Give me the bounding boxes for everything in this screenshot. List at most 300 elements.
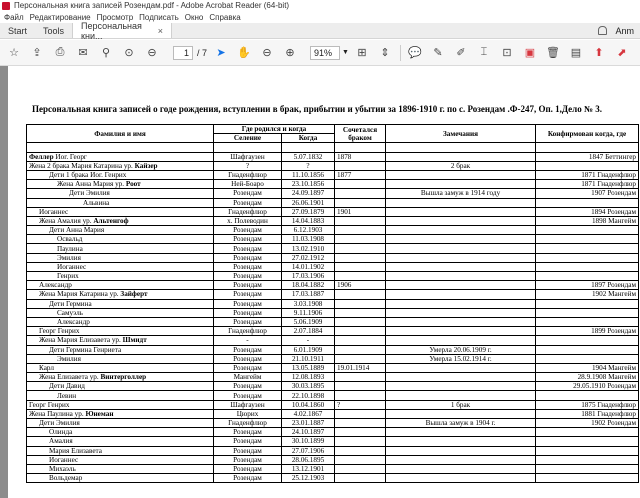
- cell-married: [335, 345, 386, 354]
- cell-date: 9.11.1906: [282, 308, 335, 317]
- cell-married: [335, 290, 386, 299]
- cell-notes: [386, 446, 536, 455]
- fit-page-icon[interactable]: ⊞: [357, 47, 367, 59]
- page-number-input[interactable]: 1: [173, 46, 193, 60]
- hand-icon[interactable]: ✋: [237, 47, 251, 59]
- cell-notes: [386, 382, 536, 391]
- delete-icon[interactable]: 🗑: [545, 47, 560, 59]
- window-title: Персональная книга записей Розендам.pdf - Adobe Acrobat Reader (64-bit): [14, 1, 290, 10]
- table-row: [27, 464, 639, 473]
- cell-date: 27.02.1912: [282, 253, 335, 262]
- person-name: Жена Паулина ур.: [29, 409, 86, 418]
- cell-married: ?: [335, 400, 386, 409]
- table-row: [27, 290, 639, 299]
- cell-name: [27, 474, 214, 483]
- table-row: [27, 161, 639, 170]
- cell-village: Гнаденфлюр: [214, 419, 282, 428]
- cell-date: 22.10.1898: [282, 391, 335, 400]
- person-name: Александр: [39, 281, 72, 290]
- cell-notes: [386, 143, 536, 152]
- person-name: Амалия: [49, 437, 73, 446]
- cell-name: [27, 207, 214, 216]
- cell-name: [27, 170, 214, 179]
- page-navigator: [173, 46, 207, 60]
- cell-date: [282, 143, 335, 152]
- cell-date: 2.07.1884: [282, 327, 335, 336]
- cell-village: Розендам: [214, 308, 282, 317]
- tab-spacer: [172, 23, 598, 38]
- cell-confirmed: [536, 143, 639, 152]
- cell-confirmed: 1881 Гнаденфлюр: [536, 409, 639, 418]
- cell-confirmed: [536, 428, 639, 437]
- person-name: Жена Амалия ур.: [39, 216, 94, 225]
- cell-village: Розендам: [214, 446, 282, 455]
- cell-date: 28.06.1895: [282, 455, 335, 464]
- cell-married: [335, 262, 386, 271]
- cell-notes: [386, 327, 536, 336]
- cell-married: [335, 373, 386, 382]
- cell-notes: [386, 308, 536, 317]
- surname: Кайзер: [134, 161, 158, 170]
- cell-notes: [386, 226, 536, 235]
- cell-date: 4.02.1867: [282, 409, 335, 418]
- person-name: Самуэль: [57, 308, 83, 317]
- cell-notes: Вышла замуж в 1914 году: [386, 189, 536, 198]
- person-name: Жена Мария Катарина ур.: [39, 290, 121, 299]
- cell-confirmed: 1894 Розендам: [536, 207, 639, 216]
- cell-name: [27, 382, 214, 391]
- table-row: [27, 281, 639, 290]
- cell-village: Розендам: [214, 363, 282, 372]
- cell-village: Розендам: [214, 290, 282, 299]
- menu-window[interactable]: Окно: [184, 12, 204, 22]
- cell-confirmed: 1875 Гнаденфлюр: [536, 400, 639, 409]
- cell-married: [335, 161, 386, 170]
- person-name: Жена Елизавета ур.: [39, 373, 101, 382]
- cell-married: [335, 382, 386, 391]
- user-name[interactable]: Anm: [615, 25, 634, 36]
- cell-notes: [386, 216, 536, 225]
- person-name: Олинда: [49, 428, 73, 437]
- cell-village: Розендам: [214, 391, 282, 400]
- cell-date: 30.10.1899: [282, 437, 335, 446]
- pdf-edit-icon[interactable]: ▣: [524, 47, 536, 59]
- cell-name: [27, 244, 214, 253]
- cell-name: [27, 281, 214, 290]
- bookmark-star-icon[interactable]: ☆: [9, 47, 19, 59]
- cell-confirmed: [536, 474, 639, 483]
- cell-married: [335, 189, 386, 198]
- cell-notes: [386, 464, 536, 473]
- table-row: [27, 299, 639, 308]
- cell-married: [335, 464, 386, 473]
- cell-notes: [386, 373, 536, 382]
- print-icon[interactable]: ⎙: [55, 46, 65, 58]
- menu-edit[interactable]: Редактирование: [29, 12, 91, 22]
- person-name: Дети Эмилия: [39, 419, 80, 428]
- tab-tools[interactable]: Tools: [43, 25, 65, 36]
- cell-name: [27, 189, 214, 198]
- cell-confirmed: [536, 161, 639, 170]
- cell-married: [335, 253, 386, 262]
- cell-village: Розендам: [214, 281, 282, 290]
- cell-date: 5.06.1909: [282, 317, 335, 326]
- cell-date: 24.09.1897: [282, 189, 335, 198]
- cell-name: [27, 446, 214, 455]
- tab-document[interactable]: [72, 20, 172, 41]
- cell-notes: [386, 299, 536, 308]
- cell-notes: [386, 235, 536, 244]
- table-row: [27, 308, 639, 317]
- person-name: Михаэль: [49, 465, 76, 474]
- cell-notes: [386, 336, 536, 345]
- cell-name: [27, 409, 214, 418]
- table-row: [27, 262, 639, 271]
- cell-name: [27, 428, 214, 437]
- cell-date: 6.01.1909: [282, 345, 335, 354]
- cell-date: 25.12.1903: [282, 474, 335, 483]
- cell-confirmed: [536, 345, 639, 354]
- cell-confirmed: [536, 262, 639, 271]
- cell-village: Цюрих: [214, 409, 282, 418]
- cell-date: 27.07.1906: [282, 446, 335, 455]
- export-pdf-icon[interactable]: ⬆: [594, 47, 604, 59]
- acrobat-app-icon: [2, 2, 10, 10]
- cell-confirmed: [536, 354, 639, 363]
- person-name: Дети Анна Мария: [49, 226, 105, 235]
- cell-married: [335, 336, 386, 345]
- table-row: [27, 189, 639, 198]
- cell-village: Розендам: [214, 299, 282, 308]
- cell-village: Розендам: [214, 428, 282, 437]
- cell-date: 30.03.1895: [282, 382, 335, 391]
- tab-start[interactable]: Start: [8, 25, 28, 36]
- table-row: [27, 400, 639, 409]
- cell-village: Розендам: [214, 437, 282, 446]
- text-icon[interactable]: ⌶: [480, 46, 488, 58]
- table-row: [27, 143, 639, 152]
- header-confirmed: Конфирмован когда, где: [536, 125, 639, 143]
- cell-village: Гнаденфлюр: [214, 207, 282, 216]
- chevron-down-icon: ▼: [342, 49, 349, 56]
- cell-married: [335, 299, 386, 308]
- person-name: Дети Эмилия: [69, 189, 110, 198]
- person-name: Эмилия: [57, 354, 81, 363]
- upload-icon[interactable]: ⇪: [32, 47, 42, 59]
- cell-name: [27, 437, 214, 446]
- cell-notes: [386, 207, 536, 216]
- cell-village: Розендам: [214, 198, 282, 207]
- table-row: [27, 253, 639, 262]
- cell-village: [214, 143, 282, 152]
- cell-village: Розендам: [214, 226, 282, 235]
- draw-icon[interactable]: ✐: [456, 47, 466, 59]
- zoom-select[interactable]: [310, 46, 349, 60]
- person-name: Жена Анна Мария ур.: [57, 180, 126, 189]
- table-row: [27, 382, 639, 391]
- cell-notes: Умерла 15.02.1914 г.: [386, 354, 536, 363]
- table-row: [27, 446, 639, 455]
- cell-confirmed: [536, 336, 639, 345]
- stamp-icon[interactable]: ⊡: [502, 47, 512, 59]
- table-row: [27, 170, 639, 179]
- cell-village: Розендам: [214, 235, 282, 244]
- cell-notes: 2 брак: [386, 161, 536, 170]
- cell-name: [27, 152, 214, 161]
- cell-married: [335, 216, 386, 225]
- cell-name: [27, 455, 214, 464]
- cell-confirmed: [536, 253, 639, 262]
- cell-name: [27, 345, 214, 354]
- bell-icon[interactable]: [598, 26, 607, 35]
- cell-village: Шафгаузен: [214, 400, 282, 409]
- cell-notes: Вышла замуж в 1904 г.: [386, 419, 536, 428]
- document-viewer[interactable]: [0, 66, 640, 498]
- cell-village: Розендам: [214, 244, 282, 253]
- cell-village: Ней-Боаро: [214, 180, 282, 189]
- document-title: Персональная книга записей о годе рождения, вступлении в брак, прибытии и убытии за 1896-1910 г. по с. Розендам .Ф-247, Оп. 1,Дело № 3.: [32, 104, 603, 114]
- cell-village: Розендам: [214, 317, 282, 326]
- close-icon[interactable]: ×: [157, 25, 164, 36]
- cell-confirmed: [536, 437, 639, 446]
- person-name: Дети Гермина: [49, 299, 92, 308]
- cell-date: 3.03.1908: [282, 299, 335, 308]
- table-row: [27, 317, 639, 326]
- cell-village: Гнаденфлюр: [214, 170, 282, 179]
- menu-view[interactable]: Просмотр: [96, 12, 134, 22]
- person-name: Карл: [39, 363, 54, 372]
- mail-icon[interactable]: ✉: [78, 47, 88, 59]
- cell-date: 13.05.1889: [282, 363, 335, 372]
- cell-married: [335, 226, 386, 235]
- cell-name: [27, 327, 214, 336]
- cell-confirmed: [536, 272, 639, 281]
- cell-married: [335, 455, 386, 464]
- surname: Феллер: [29, 152, 54, 161]
- cell-village: Розендам: [214, 272, 282, 281]
- cell-name: [27, 317, 214, 326]
- create-pdf-icon[interactable]: ⬈: [617, 47, 627, 59]
- cell-village: Розендам: [214, 262, 282, 271]
- surname: Альтенгоф: [93, 216, 129, 225]
- cell-notes: [386, 198, 536, 207]
- cell-date: 24.10.1897: [282, 428, 335, 437]
- cell-name: [27, 226, 214, 235]
- cell-married: [335, 198, 386, 207]
- cell-date: 17.03.1887: [282, 290, 335, 299]
- menu-file[interactable]: Файл: [4, 12, 24, 22]
- cell-married: [335, 317, 386, 326]
- cell-notes: [386, 253, 536, 262]
- person-name: Иоганнес: [39, 207, 69, 216]
- cell-date: 11.03.1908: [282, 235, 335, 244]
- header-when: Когда: [282, 134, 335, 143]
- person-name: Освальд: [57, 235, 83, 244]
- table-row: [27, 428, 639, 437]
- surname: Винтерголлер: [100, 373, 147, 382]
- cell-married: [335, 428, 386, 437]
- cell-village: Гнаденфлюр: [214, 327, 282, 336]
- table-row: [27, 455, 639, 464]
- header-married: Сочетался браком: [335, 125, 386, 143]
- cell-name: [27, 373, 214, 382]
- cell-notes: [386, 363, 536, 372]
- cell-confirmed: 1904 Мангейм: [536, 363, 639, 372]
- cell-name: [27, 290, 214, 299]
- cell-date: 26.06.1901: [282, 198, 335, 207]
- page-down-icon[interactable]: ⊖: [147, 47, 157, 59]
- cell-confirmed: 1902 Мангейм: [536, 290, 639, 299]
- cell-confirmed: 1898 Мангейм: [536, 216, 639, 225]
- cell-married: [335, 180, 386, 189]
- cell-name: [27, 308, 214, 317]
- table-row: [27, 354, 639, 363]
- table-row: [27, 207, 639, 216]
- cursor-icon[interactable]: ➤: [216, 47, 226, 59]
- cell-notes: [386, 428, 536, 437]
- cell-notes: [386, 290, 536, 299]
- cell-name: [27, 299, 214, 308]
- search-icon[interactable]: ⚲: [101, 47, 111, 59]
- cell-notes: [386, 262, 536, 271]
- cell-date: -: [282, 336, 335, 345]
- window-titlebar: [0, 0, 640, 11]
- highlight-icon[interactable]: ✎: [433, 47, 443, 59]
- cell-notes: [386, 170, 536, 179]
- cell-name: [27, 464, 214, 473]
- cell-married: 1878: [335, 152, 386, 161]
- cell-notes: [386, 437, 536, 446]
- cell-village: ?: [214, 161, 282, 170]
- cell-notes: [386, 391, 536, 400]
- scroll-mode-icon[interactable]: ⇕: [380, 47, 390, 59]
- cell-date: 23.01.1887: [282, 419, 335, 428]
- cell-date: 17.03.1906: [282, 272, 335, 281]
- cell-village: Мангейм: [214, 373, 282, 382]
- cell-notes: [386, 281, 536, 290]
- person-name: Дети Гермина Генриета: [49, 345, 122, 354]
- cell-name: [27, 161, 214, 170]
- cell-married: [335, 391, 386, 400]
- cell-name: [27, 419, 214, 428]
- person-name: Георг Генрих: [39, 327, 80, 336]
- page-up-icon[interactable]: ⊙: [124, 47, 134, 59]
- cell-notes: Умерла 20.06.1909 г.: [386, 345, 536, 354]
- cell-married: [335, 409, 386, 418]
- cell-date: 23.10.1856: [282, 180, 335, 189]
- cell-married: [335, 446, 386, 455]
- header-village: Селение: [214, 134, 282, 143]
- person-name: Мария Елизавета: [49, 446, 102, 455]
- table-row: [27, 272, 639, 281]
- cell-village: Розендам: [214, 253, 282, 262]
- table-row: [27, 152, 639, 161]
- table-row: [27, 363, 639, 372]
- cell-name: [27, 198, 214, 207]
- cell-confirmed: [536, 464, 639, 473]
- cell-date: ?: [282, 161, 335, 170]
- cell-confirmed: 1899 Розендам: [536, 327, 639, 336]
- cell-name: [27, 363, 214, 372]
- zoom-out-icon[interactable]: ⊖: [262, 47, 272, 59]
- menu-help[interactable]: Справка: [209, 12, 241, 22]
- cell-confirmed: [536, 317, 639, 326]
- cell-date: 10.04.1860: [282, 400, 335, 409]
- cell-confirmed: [536, 391, 639, 400]
- person-name: Дети Давид: [49, 382, 85, 391]
- cell-name: [27, 253, 214, 262]
- cell-confirmed: [536, 308, 639, 317]
- cell-married: [335, 354, 386, 363]
- table-row: [27, 244, 639, 253]
- cell-name: [27, 180, 214, 189]
- organize-icon[interactable]: ▤: [570, 47, 582, 59]
- table-row: [27, 474, 639, 483]
- person-name: Георг Генрих: [29, 400, 70, 409]
- cell-name: [27, 272, 214, 281]
- table-row: [27, 373, 639, 382]
- cell-married: [335, 474, 386, 483]
- cell-notes: [386, 455, 536, 464]
- cell-married: [335, 272, 386, 281]
- cell-married: 19.01.1914: [335, 363, 386, 372]
- cell-village: Розендам: [214, 189, 282, 198]
- tab-bar: [0, 20, 640, 41]
- table-header-row: [27, 125, 639, 134]
- surname: Зайферт: [120, 290, 148, 299]
- table-row: [27, 437, 639, 446]
- comment-icon[interactable]: 💬: [408, 47, 422, 59]
- cell-name: [27, 354, 214, 363]
- tab-document-label: Персональная кни...: [81, 20, 142, 41]
- cell-date: 13.02.1910: [282, 244, 335, 253]
- menu-sign[interactable]: Подписать: [139, 12, 179, 22]
- person-name: Альвина: [83, 198, 110, 207]
- cell-notes: [386, 180, 536, 189]
- cell-village: х. Полеводин: [214, 216, 282, 225]
- cell-confirmed: [536, 446, 639, 455]
- person-name: Дети 1 брака Иог. Генрих: [49, 171, 127, 180]
- cell-married: [335, 235, 386, 244]
- cell-confirmed: 1847 Беттингер: [536, 152, 639, 161]
- cell-date: 13.12.1901: [282, 464, 335, 473]
- person-name: Левин: [57, 391, 77, 400]
- zoom-in-icon[interactable]: ⊕: [285, 47, 295, 59]
- table-row: [27, 327, 639, 336]
- register-body: [27, 143, 639, 483]
- cell-date: 11.10.1856: [282, 170, 335, 179]
- cell-notes: [386, 409, 536, 418]
- table-row: [27, 235, 639, 244]
- cell-married: [335, 244, 386, 253]
- cell-date: 21.10.1911: [282, 354, 335, 363]
- cell-notes: [386, 272, 536, 281]
- cell-name: [27, 235, 214, 244]
- cell-confirmed: 28.9.1908 Мангейм: [536, 373, 639, 382]
- cell-name: [27, 400, 214, 409]
- cell-date: 5.07.1832: [282, 152, 335, 161]
- cell-name: [27, 143, 214, 152]
- pdf-page: [8, 66, 640, 498]
- cell-confirmed: 1907 Розендам: [536, 189, 639, 198]
- cell-confirmed: [536, 455, 639, 464]
- surname: Шмидт: [122, 336, 147, 345]
- cell-married: 1901: [335, 207, 386, 216]
- person-name: Иоганнес: [57, 262, 87, 271]
- cell-name: [27, 336, 214, 345]
- page-total: / 7: [197, 47, 208, 58]
- cell-village: Розендам: [214, 464, 282, 473]
